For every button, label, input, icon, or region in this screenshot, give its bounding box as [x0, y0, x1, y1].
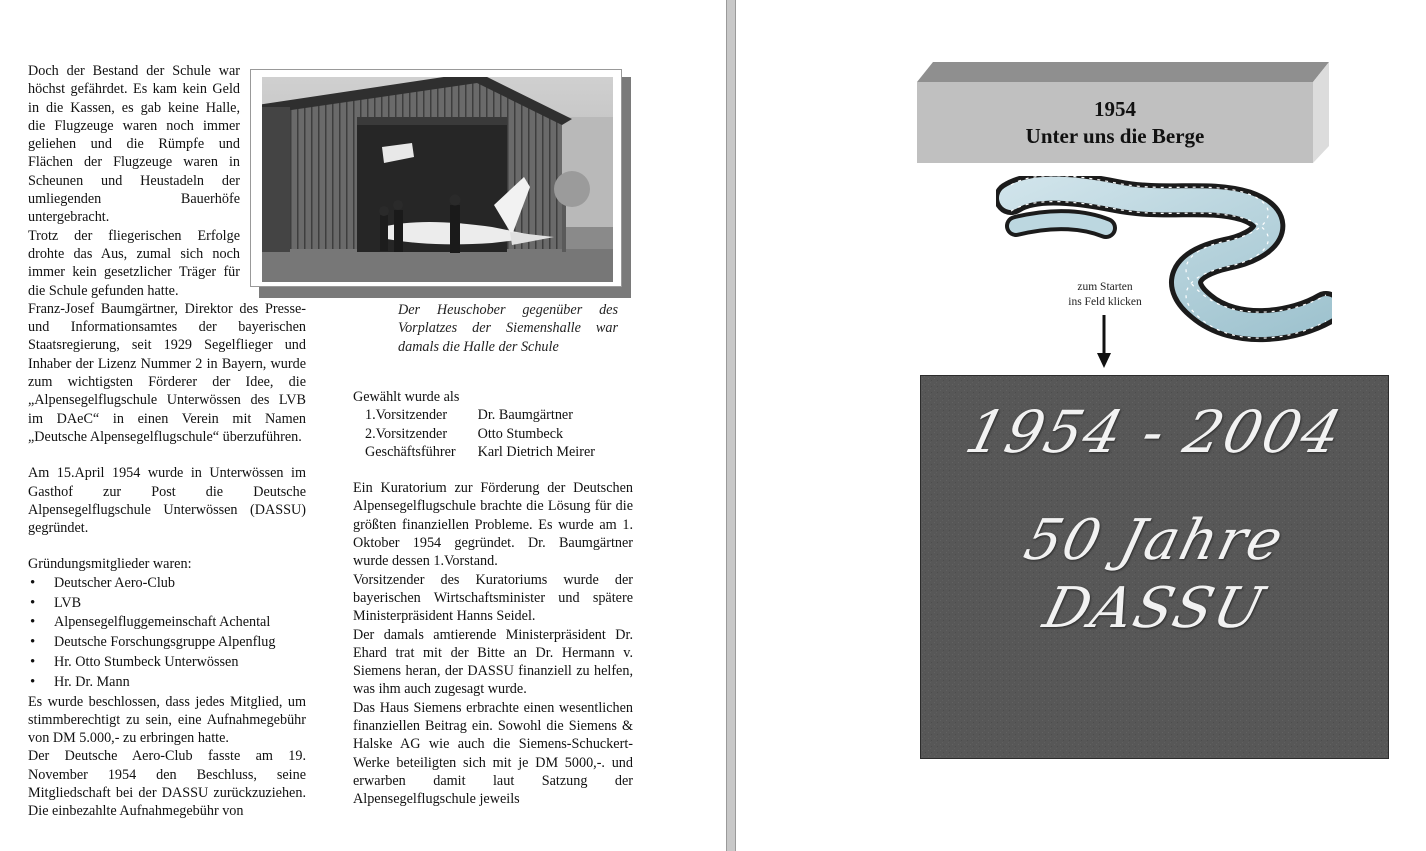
- start-hint-line2: ins Feld klicken: [1068, 296, 1142, 308]
- chapter-heading: Unter uns die Berge: [1025, 123, 1205, 148]
- elected-heading: Gewählt wurde als: [353, 389, 460, 405]
- paragraph-kuratorium: Ein Kuratorium zur Förderung der Deutschen Alpensegelflugschule brachte die Lösung für die größten finanziellen Probleme. Es wurde am 1. Oktober 1954 gegründet. Dr. Baumgärtner wurde dessen 1.Vorstand.: [353, 480, 633, 570]
- chapter-year: 1954: [1094, 96, 1136, 121]
- list-item: • Hr. Otto Stumbeck Unterwössen: [28, 653, 306, 673]
- video-title-years: 1954 - 2004: [959, 398, 1350, 466]
- list-item: • Hr. Dr. Mann: [28, 673, 306, 693]
- list-item: • Deutscher Aero-Club: [28, 574, 306, 594]
- photo-caption: Der Heuschober gegenüber des Vorplatzes der Siemenshalle war damals die Halle der Schule: [398, 302, 618, 355]
- list-item: • Alpensegelfluggemeinschaft Achental: [28, 613, 306, 633]
- video-title-anniversary: 50 Jahre: [1017, 508, 1292, 573]
- officers-table: [353, 406, 595, 461]
- paragraph-founding: Am 15.April 1954 wurde in Unterwössen im Gasthof zur Post die Deutsche Alpensegelflugschule Unterwössen (DASSU) gegründet.: [28, 465, 306, 537]
- paragraph-ehard: Der damals amtierende Ministerpräsident Dr. Ehard trat mit der Bitte an Dr. Hermann v. Siemens heran, der DASSU finanziell zu helfen, was ihm auch zugesagt wurde.: [353, 626, 633, 698]
- officer-name: Otto Stumbeck: [477, 425, 564, 442]
- film-strip-image: [996, 176, 1332, 372]
- start-hint: [1050, 280, 1160, 310]
- officer-role: Geschäftsführer: [365, 443, 456, 460]
- table-row: [353, 406, 595, 424]
- chapter-title: [917, 82, 1313, 163]
- page-divider: [726, 0, 736, 851]
- members-heading: Gründungsmitglieder waren:: [28, 556, 192, 573]
- officer-name: Karl Dietrich Meirer: [477, 443, 595, 460]
- list-item: • Deutsche Forschungsgruppe Alpenflug: [28, 633, 306, 653]
- officer-role: 2.Vorsitzender: [365, 425, 448, 442]
- barn-glider-photo: [262, 77, 613, 282]
- start-hint-line1: zum Starten: [1077, 281, 1133, 293]
- paragraph-seidel: Vorsitzender des Kuratoriums wurde der bayerischen Wirtschaftsminister und spätere Ministerpräsident Hanns Seidel.: [353, 571, 633, 625]
- table-row: [353, 443, 595, 461]
- video-title-dassu: DASSU: [1037, 576, 1272, 641]
- list-item: • LVB: [28, 594, 306, 614]
- paragraph-baumgaertner: Franz-Josef Baumgärtner, Direktor des Presse- und Informationsamtes der bayerischen Staatsregierung, seit 1929 Segelflieger und Inhaber der Lizenz Nummer 2 in Bayern, wurde zum wichtigsten Förderer der Idee, die „Alpensegelflugschule Unterwössen des LVB im DAeC“ in einen Verein mit Namen „Deutsche Alpensegelflugschule“ überzuführen.: [28, 300, 306, 445]
- paragraph-siemens: Das Haus Siemens erbrachte einen wesentlichen finanziellen Beitrag ein. Sowohl die Siemens & Halske AG wie auch die Siemens-Schuckert-Werke beteiligten sich mit je DM 5000,-. und erwarben damit laut Satzung der Alpensegelflugschule jeweils: [353, 699, 633, 808]
- officer-name: Dr. Baumgärtner: [477, 407, 573, 424]
- paragraph-admission-fee: Es wurde beschlossen, dass jedes Mitglied, um stimmberechtigt zu sein, eine Aufnahmegebühr von DM 5.000,- zu erbringen hatte.: [28, 693, 306, 747]
- table-row: [353, 425, 595, 443]
- officer-role: 1.Vorsitzender: [365, 407, 448, 424]
- arrow-down-icon: [1094, 315, 1114, 369]
- paragraph-school-endangered: Doch der Bestand der Schule war höchst gefährdet. Es kam kein Geld in die Kassen, es gab keine Halle, die Flugzeuge waren noch immer geliehen und die Rümpfe und Flächen der Flugzeuge waren in Scheunen und Heustadeln der umliegenden Bauerhöfe untergebracht.: [28, 63, 240, 226]
- middle-text-column: [353, 388, 633, 809]
- paragraph-aero-club: Der Deutsche Aero-Club fasste am 19. November 1954 den Beschluss, seine Mitgliedschaft bei der DASSU zurückzuziehen. Die einbezahlte Aufnahmegebühr von: [28, 748, 306, 820]
- members-list: [28, 574, 306, 693]
- paragraph-threat: Trotz der fliegerischen Erfolge drohte das Aus, zumal sich noch immer kein gesetzlicher Träger für die Schule gefunden hatte.: [28, 227, 240, 299]
- title-box: [917, 62, 1329, 164]
- photo-frame: [250, 69, 622, 287]
- video-player-field[interactable]: [920, 375, 1389, 759]
